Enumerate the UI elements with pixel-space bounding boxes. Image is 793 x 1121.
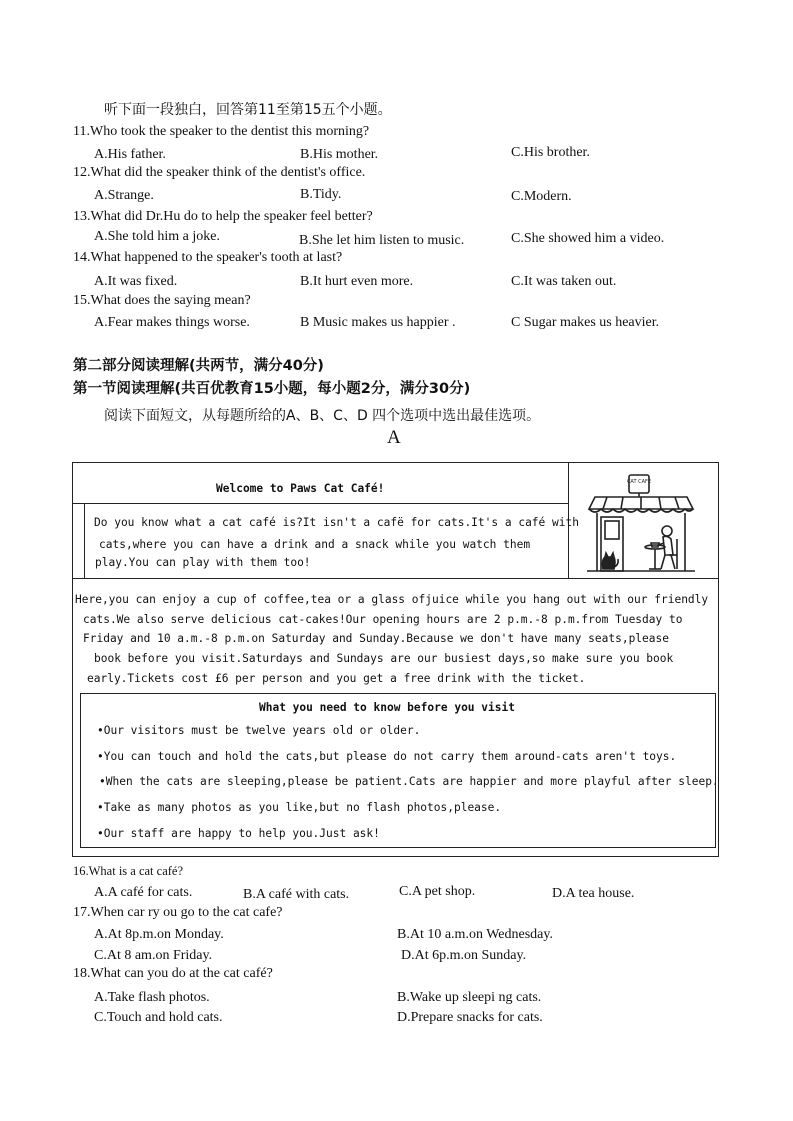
option-18-a: A.Take flash photos.: [94, 990, 210, 1005]
option-17-a: A.At 8p.m.on Monday.: [94, 927, 224, 942]
option-14-a: A.It was fixed.: [94, 274, 178, 289]
option-12-a: A.Strange.: [94, 188, 154, 203]
body-line-4: book before you visit.Saturdays and Sundays are our busiest days,so make sure you book: [94, 652, 674, 665]
option-11-c: C.His brother.: [511, 145, 590, 160]
question-11: 11.Who took the speaker to the dentist this morning?: [73, 124, 370, 139]
rules-title: What you need to know before you visit: [259, 701, 515, 714]
option-15-b: B Music makes us happier .: [300, 315, 456, 330]
reading-instruction: 阅读下面短文，从每题所给的A、B、C、D 四个选项中选出最佳选项。: [104, 408, 541, 424]
option-18-c: C.Touch and hold cats.: [94, 1010, 223, 1025]
option-17-c: C.At 8 am.on Friday.: [94, 948, 213, 963]
rule-5: •Our staff are happy to help you.Just ask!: [97, 827, 380, 840]
option-14-b: B.It hurt even more.: [300, 274, 414, 289]
intro-left-border: [84, 503, 85, 578]
body-line-3: Friday and 10 a.m.-8 p.m.on Saturday and Sunday.Because we don't have many seats,please: [83, 632, 669, 645]
rules-box: [80, 693, 716, 848]
question-15: 15.What does the saying mean?: [73, 293, 251, 308]
option-11-b: B.His mother.: [300, 147, 379, 162]
body-line-1: Here,you can enjoy a cup of coffee,tea or a glass ofjuice while you hang out with our friendly: [75, 593, 709, 606]
rule-3: •When the cats are sleeping,please be patient.Cats are happier and more playful after sleep.: [99, 775, 719, 788]
welcome-divider: [72, 503, 568, 504]
cat-cafe-illustration: [585, 469, 697, 575]
intro-line-2: cats,where you can have a drink and a snack while you watch them: [99, 538, 531, 551]
option-13-a: A.She told him a joke.: [94, 229, 220, 244]
body-line-5: early.Tickets cost £6 per person and you get a free drink with the ticket.: [87, 672, 586, 685]
option-18-d: D.Prepare snacks for cats.: [397, 1010, 543, 1025]
part2-heading: 第二部分阅读理解(共两节，满分40分): [73, 358, 324, 374]
option-12-c: C.Modern.: [511, 189, 572, 204]
question-16: 16.What is a cat café?: [73, 864, 184, 878]
listening-intro: 听下面一段独白，回答第11至第15五个小题。: [104, 102, 392, 118]
section1-heading: 第一节阅读理解(共百优教育15小题，每小题2分，满分30分): [73, 381, 471, 397]
option-17-d: D.At 6p.m.on Sunday.: [401, 948, 527, 963]
question-14: 14.What happened to the speaker's tooth at last?: [73, 250, 343, 265]
question-12: 12.What did the speaker think of the dentist's office.: [73, 165, 366, 180]
intro-line-3: play.You can play with them too!: [95, 556, 311, 569]
body-line-2: cats.We also serve delicious cat-cakes!Our opening hours are 2 p.m.-8 p.m.from Tuesday to: [83, 613, 683, 626]
cafe-sign-text: CAT CAFE: [626, 479, 652, 485]
option-16-c: C.A pet shop.: [399, 884, 476, 899]
passage-label: A: [387, 427, 401, 448]
rule-4: •Take as many photos as you like,but no flash photos,please.: [97, 801, 502, 814]
option-13-c: C.She showed him a video.: [511, 231, 665, 246]
rule-1: •Our visitors must be twelve years old or older.: [97, 724, 421, 737]
option-13-b: B.She let him listen to music.: [299, 233, 465, 248]
question-18: 18.What can you do at the cat café?: [73, 966, 273, 981]
option-16-b: B.A café with cats.: [243, 887, 350, 902]
cafe-welcome-title: Welcome to Paws Cat Café!: [216, 482, 385, 495]
option-15-a: A.Fear makes things worse.: [94, 315, 250, 330]
rule-2: •You can touch and hold the cats,but please do not carry them around-cats aren't toys.: [97, 750, 677, 763]
intro-line-1: Do you know what a cat café is?It isn't a cafë for cats.It's a café with: [94, 516, 579, 529]
question-17: 17.When car ry ou go to the cat cafe?: [73, 905, 283, 920]
option-18-b: B.Wake up sleepi ng cats.: [397, 990, 542, 1005]
option-16-d: D.A tea house.: [552, 886, 635, 901]
option-14-c: C.It was taken out.: [511, 274, 617, 289]
option-12-b: B.Tidy.: [300, 187, 342, 202]
option-16-a: A.A café for cats.: [94, 885, 193, 900]
option-15-c: C Sugar makes us heavier.: [511, 315, 660, 330]
option-11-a: A.His father.: [94, 147, 166, 162]
option-17-b: B.At 10 a.m.on Wednesday.: [397, 927, 553, 942]
cafe-header-divider: [72, 578, 719, 579]
question-13: 13.What did Dr.Hu do to help the speaker feel better?: [73, 209, 373, 224]
